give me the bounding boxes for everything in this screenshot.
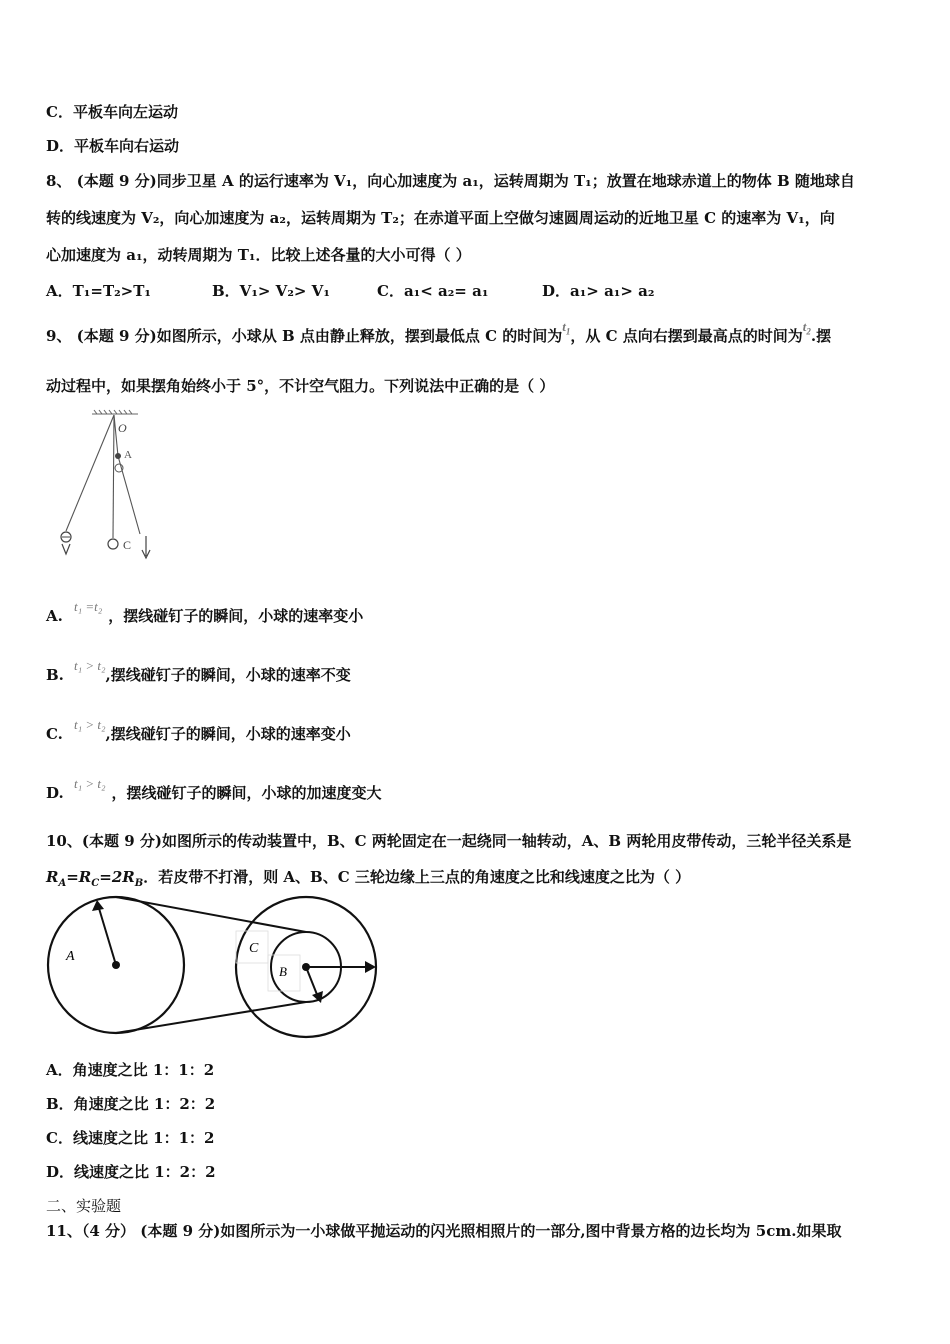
pendulum-figure [52,406,162,566]
q8-option-c: C．a₁< a₂= a₁ [377,282,489,300]
q9-option-b: B.t₁ > t₂,摆线碰钉子的瞬间，小球的速率不变 [46,658,351,684]
q10-radius-relation: $R_A=R_C=2R_B$ [46,868,144,889]
q11-stem-line1: 11、（4 分） (本题 9 分)如图所示为一小球做平抛运动的闪光照相照片的一部分,图中背景方格的边长均为 5cm.如果取 [46,1222,842,1240]
q9-stem-part2: ，从 C 点向右摆到最高点的时间为 [570,327,803,345]
string-left [66,415,114,531]
q9-option-d: D.t₁ > t₂，摆线碰钉子的瞬间，小球的加速度变大 [46,776,382,802]
label-wheel-c: C [249,941,259,956]
q8-option-b: B．V₁> V₂> V₁ [212,282,330,300]
arrow-down-right [142,536,150,558]
q8-stem-line1: 8、 (本题 9 分)同步卫星 A 的运行速率为 V₁，向心加速度为 a₁，运转周期为 T₁；放置在地球赤道上的物体 B 随地球自 [46,172,855,190]
ball-c [108,539,118,549]
string-nail-right [118,456,140,534]
q10-stem-line2-rest: ．若皮带不打滑，则 A、B、C 三轮边缘上三点的角速度之比和线速度之比为（ ） [143,868,691,886]
q9-stem-part3: .摆 [810,327,832,345]
q9-option-a: A.t₁ =t₂，摆线碰钉子的瞬间，小球的速率变小 [46,599,364,625]
label-wheel-b: B [279,964,287,979]
q9-stem-part1: 9、 (本题 9 分)如图所示，小球从 B 点由静止释放，摆到最低点 C 的时间为 [46,327,563,345]
q9-stem-line2: 动过程中，如果摆角始终小于 5°，不计空气阻力。下列说法中正确的是（ ） [46,377,555,395]
q10-option-b: B．角速度之比 1：2：2 [46,1095,216,1113]
q8-option-a: A．T₁=T₂>T₁ [46,282,151,300]
belt-bottom [116,1002,306,1033]
belt-drive-figure [40,895,385,1043]
label-c: C [123,538,132,552]
q10-stem-line1: 10、(本题 9 分)如图所示的传动装置中，B、C 两轮固定在一起绕同一轴转动，A、B 两轮用皮带传动，三轮半径关系是 [46,832,852,850]
nail-a [115,453,121,459]
label-wheel-a: A [66,949,75,964]
q9-t2-var: $t_2$ [802,319,811,337]
q10-option-c: C．线速度之比 1：1：2 [46,1129,215,1147]
q7-option-d: D．平板车向右运动 [46,137,180,155]
q9-stem-line1 [46,319,832,352]
q7-option-c: C．平板车向左运动 [46,103,178,121]
label-a: A [124,449,132,461]
radius-b [306,967,318,997]
label-o: O [118,421,127,435]
q8-stem-line3: 心加速度为 a₁，动转周期为 T₁．比较上述各量的大小可得（ ） [46,246,471,264]
q10-stem-line2 [46,867,690,894]
q9-option-c: C.t₁ > t₂,摆线碰钉子的瞬间，小球的速率变小 [46,717,351,743]
section-heading: 二、实验题 [46,1197,122,1215]
string-center [113,415,114,538]
q10-option-d: D．线速度之比 1：2：2 [46,1163,216,1181]
q8-stem-line2: 转的线速度为 V₂，向心加速度为 a₂，运转周期为 T₂；在赤道平面上空做匀速圆周运动的近地卫星 C 的速率为 V₁，向 [46,209,835,227]
q8-option-d: D．a₁> a₁> a₂ [542,282,655,300]
ceiling-hatch [92,410,138,414]
q9-t1-var: $t_1$ [562,319,571,337]
q10-option-a: A．角速度之比 1：1：2 [46,1061,215,1079]
radius-a [98,905,116,965]
